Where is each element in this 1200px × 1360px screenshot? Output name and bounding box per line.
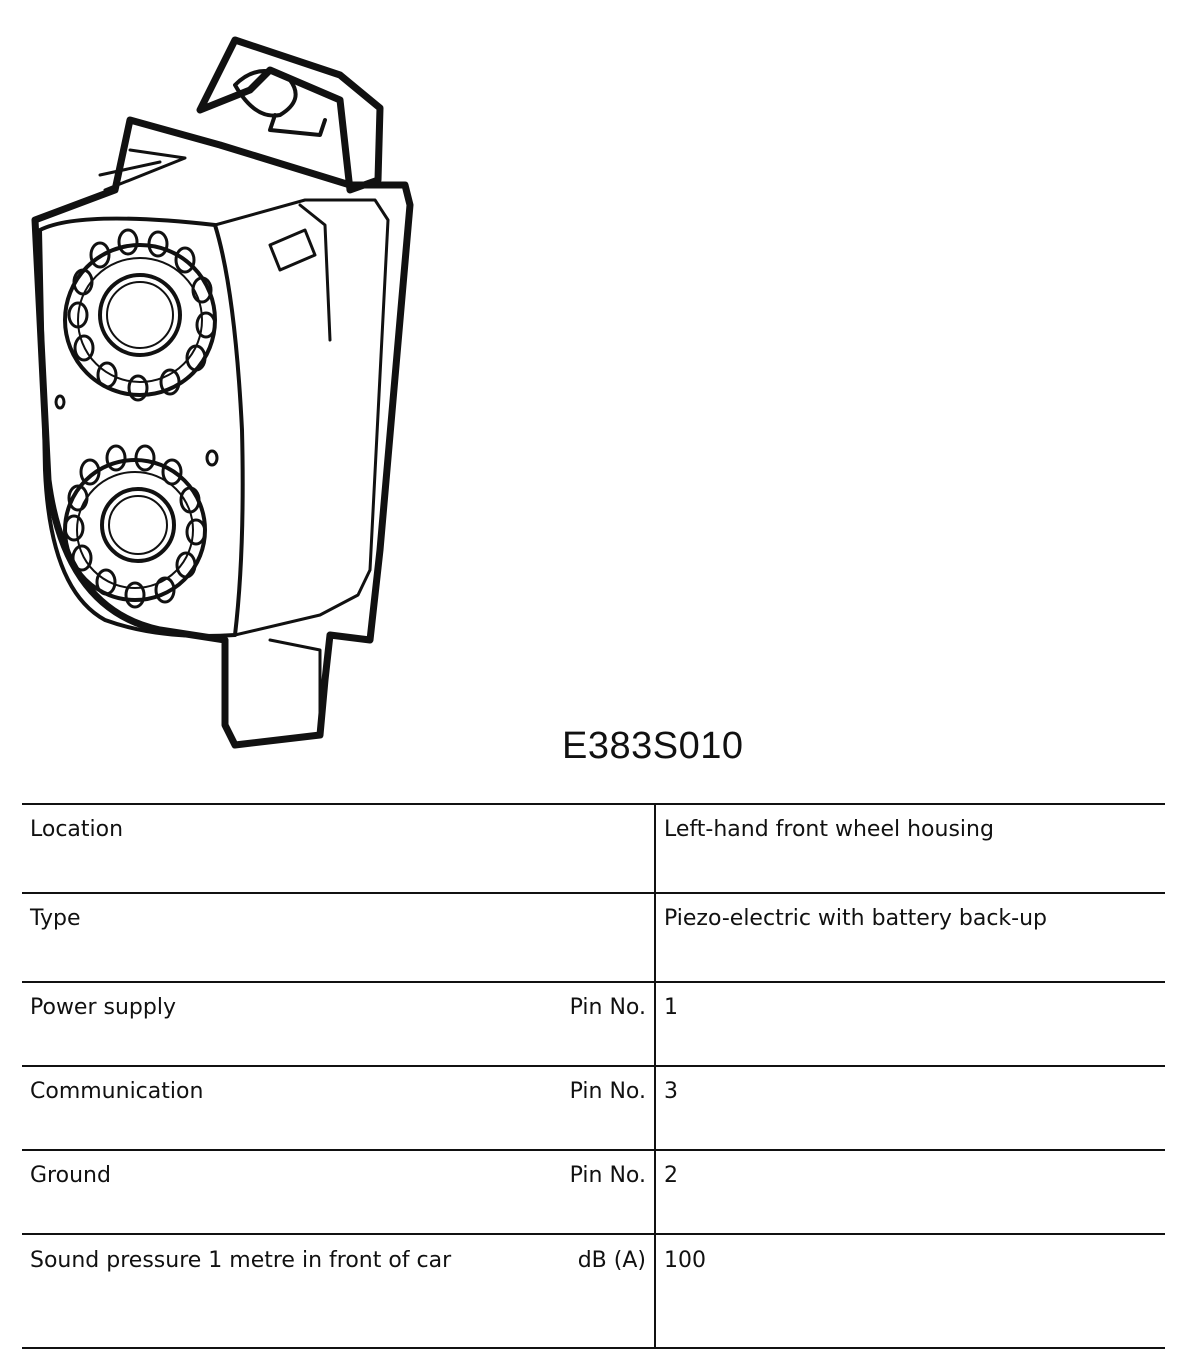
row-unit: Pin No.: [468, 982, 655, 1066]
row-unit: Pin No.: [468, 1066, 655, 1150]
row-value: 3: [655, 1066, 1165, 1150]
table-row: [22, 893, 1165, 982]
table-row: [22, 804, 1165, 893]
row-unit: [468, 893, 655, 982]
table-row: [22, 1234, 1165, 1348]
row-label: Ground: [22, 1150, 468, 1234]
row-value: Piezo-electric with battery back-up: [655, 893, 1165, 982]
row-unit: Pin No.: [468, 1150, 655, 1234]
row-value: Left-hand front wheel housing: [655, 804, 1165, 893]
table-row: [22, 1066, 1165, 1150]
row-label: Location: [22, 804, 468, 893]
siren-drawing: [20, 30, 420, 750]
row-label: Communication: [22, 1066, 468, 1150]
table-row: [22, 982, 1165, 1066]
row-value: 2: [655, 1150, 1165, 1234]
row-label: Power supply: [22, 982, 468, 1066]
row-value: 1: [655, 982, 1165, 1066]
row-unit: [468, 804, 655, 893]
table-row: [22, 1150, 1165, 1234]
row-label: Sound pressure 1 metre in front of car: [22, 1234, 468, 1348]
row-label: Type: [22, 893, 468, 982]
siren-illustration: [20, 30, 420, 750]
row-unit: dB (A): [468, 1234, 655, 1348]
figure-code: E383S010: [562, 725, 744, 767]
row-value: 100: [655, 1234, 1165, 1348]
spec-table: [22, 803, 1165, 1349]
